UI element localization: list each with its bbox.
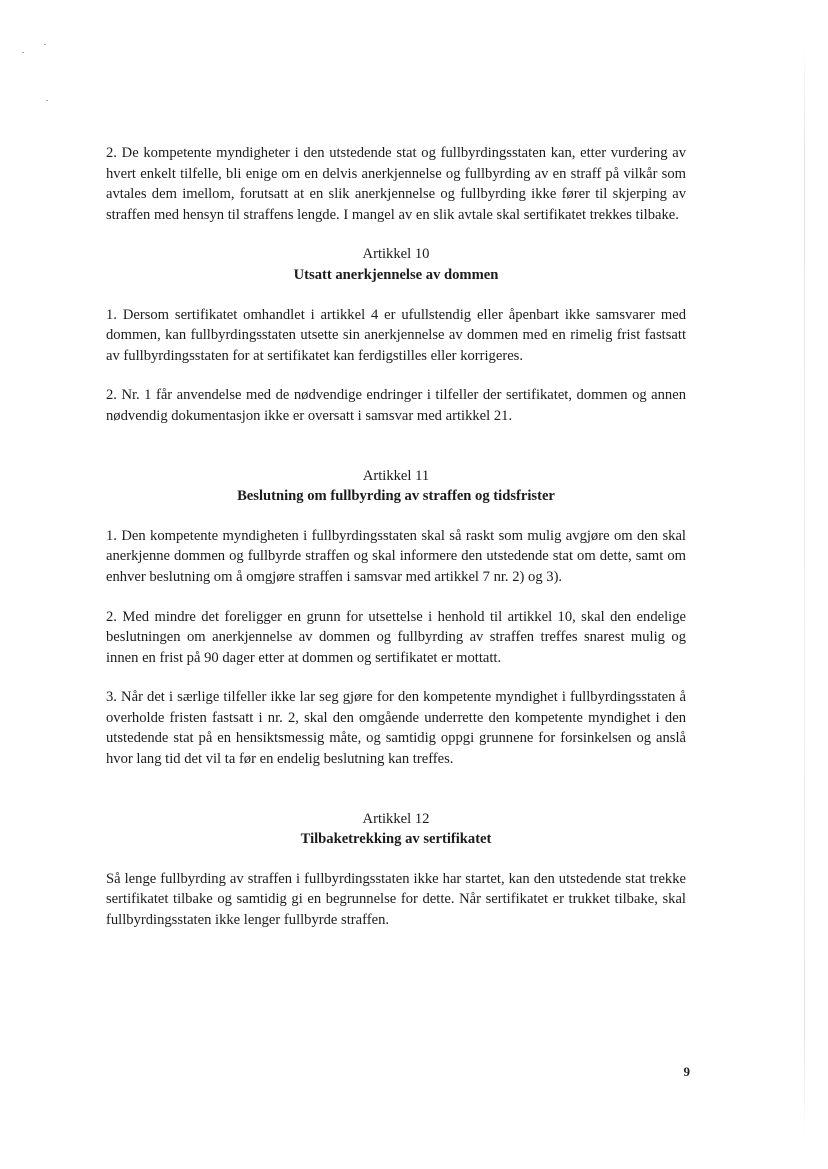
article-number: Artikkel 11 [362,467,430,484]
article-12-heading [106,809,686,850]
scan-edge-shadow [804,40,805,1140]
article-10-heading [106,244,686,285]
article-11-paragraph-2: 2. Med mindre det foreligger en grunn for utsettelse i henhold til artikkel 10, skal den endelige beslutningen om anerkjennelse av dommen og fullbyrding av straffen treffes snarest mulig og innen en frist på 90 dager etter at dommen og sertifikatet er mottatt. [106,608,686,666]
article-11-paragraph-3: 3. Når det i særlige tilfeller ikke lar seg gjøre for den kompetente myndighet i fullbyrdingsstaten å overholde fristen fastsatt i nr. 2, skal den omgående underrette den kompetente myndighet i den utstedende stat på en hensiktsmessig måte, og samtidig oppgi grunnene for forsinkelsen og anslå hvor lang tid det vil ta før en endelig beslutning kan treffes. [106,689,686,768]
article-10-paragraph-1: 1. Dersom sertifikatet omhandlet i artikkel 4 er ufullstendig eller åpenbart ikke samsvarer med dommen, kan fullbyrdingsstaten utsette sin anerkjennelse av dommen med en rimelig frist fastsatt av fullbyrdingsstaten for at sertifikatet kan ferdigstilles eller korrigeres. [106,306,686,364]
article-number: Artikkel 10 [362,246,430,263]
scan-speck [46,100,48,101]
page-number: 9 [683,1064,690,1079]
article-title: Tilbaketrekking av sertifikatet [300,831,492,848]
article-12-paragraph: Så lenge fullbyrding av straffen i fullbyrdingsstaten ikke har startet, kan den utstedende stat trekke sertifikatet tilbake og samtidig gi en begrunnelse for dette. Når sertifikatet er trukket tilbake, skal fullbyrdingsstaten ikke lenger fullbyrde straffen. [106,870,686,929]
article-9-paragraph-2: 2. De kompetente myndigheter i den utstedende stat og fullbyrdingsstaten kan, etter vurdering av hvert enkelt tilfelle, bli enige om en delvis anerkjennelse og fullbyrding av en straff på vilkår som avtales dem imellom, forutsatt at en slik anerkjennelse og fullbyrding ikke fører til skjerping av straffen med hensyn til straffens lengde. I mangel av en slik avtale skal sertifikatet trekkes tilbake. [106,145,686,223]
scan-speck [44,44,46,45]
article-title: Beslutning om fullbyrding av straffen og tidsfrister [237,488,555,505]
article-11-paragraph-1: 1. Den kompetente myndigheten i fullbyrdingsstaten skal så raskt som mulig avgjøre om den skal anerkjenne dommen og fullbyrde straffen og skal informere den utstedende stat om dette, samt om enhver beslutning om å omgjøre straffen i samsvar med artikkel 7 nr. 2) og 3). [106,527,686,585]
document-body [106,143,686,931]
article-11-heading [106,466,686,507]
article-number: Artikkel 12 [362,810,430,827]
article-title: Utsatt anerkjennelse av dommen [293,266,499,283]
scan-speck [22,52,24,53]
article-10-paragraph-2: 2. Nr. 1 får anvendelse med de nødvendige endringer i tilfeller der sertifikatet, dommen og annen nødvendig dokumentasjon ikke er oversatt i samsvar med artikkel 21. [106,387,686,424]
